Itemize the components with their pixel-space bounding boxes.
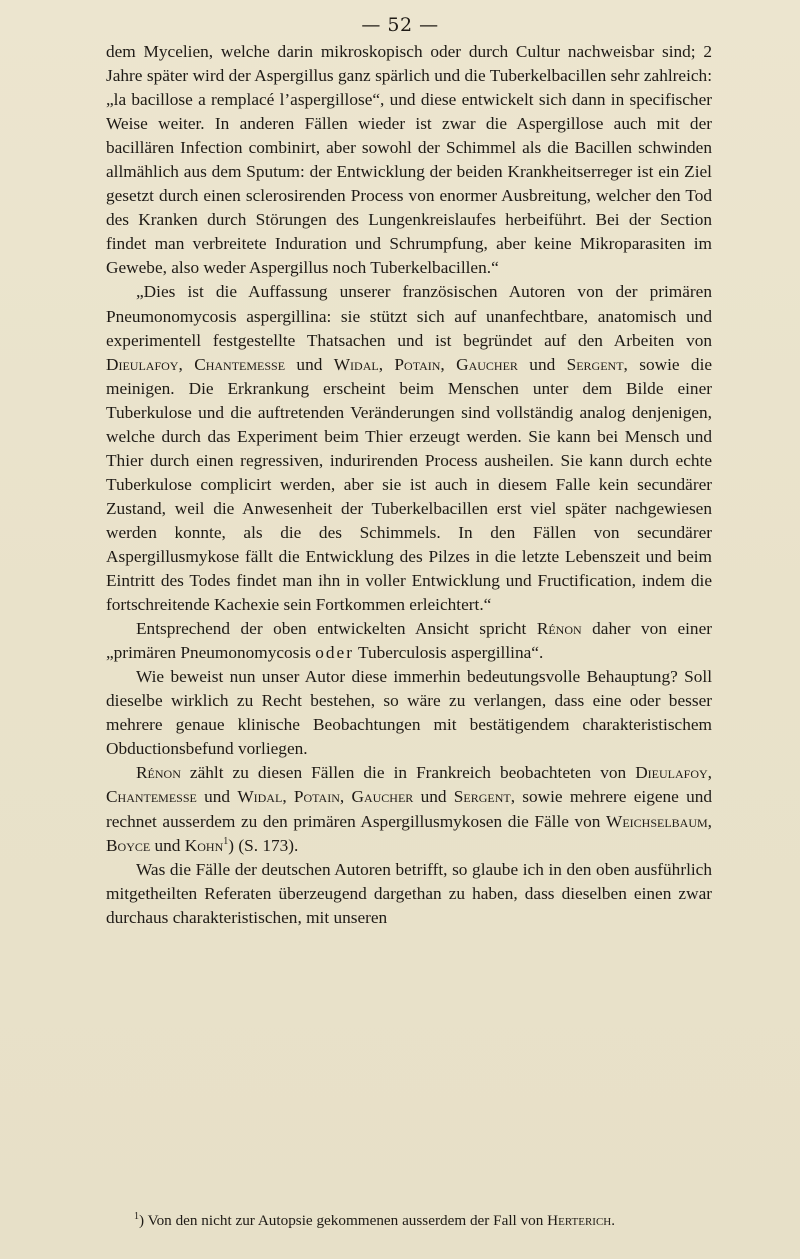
author-name: Rénon	[536, 619, 582, 639]
text-run: ,	[339, 787, 352, 807]
author-name: Sergent	[453, 787, 511, 807]
text-run: und	[150, 835, 185, 855]
footnote	[106, 1210, 712, 1232]
author-name: Kohn	[184, 835, 224, 855]
text-run: ) Von den nicht zur Autopsie gekommenen ausserdem der Fall von	[139, 1212, 548, 1229]
author-name: Chantemesse	[194, 354, 286, 374]
page-number: — 52 —	[361, 14, 439, 36]
author-name: Dieulafoy	[635, 763, 708, 783]
text-run: ,	[707, 763, 712, 783]
author-name: Sergent	[566, 354, 624, 374]
text-run: ,	[282, 787, 294, 807]
text-run: .	[611, 1212, 616, 1229]
text-run: Was die Fälle der deutschen Autoren betrifft, so glaube ich in den oben ausführlich mitgetheilten Referaten überzeugend dargethan zu haben, dass dieselben einen zwar durchaus charakteristischen, mit unseren	[106, 859, 712, 927]
paragraph	[106, 858, 712, 930]
text-run: dem Mycelien, welche darin mikroskopisch oder durch Cultur nachweisbar sind; 2 Jahre später wird der Aspergillus ganz spärlich und die Tuberkelbacillen sehr zahlreich: „la bacillose a remplacé l’aspergillose“, und diese entwickelt sich dann in specifischer Weise weiter. In anderen Fällen wieder ist zwar die Aspergillose auch mit der bacillären Infection combinirt, aber sowohl der Schimmel als die Bacillen schwinden allmählich aus dem Sputum: der Entwicklung der beiden Krankheitserreger ist ein Ziel gesetzt durch einen sclerosirenden Process von enormer Ausbreitung, welcher den Tod des Kranken durch Störungen des Lungenkreislaufes herbeiführt. Bei der Section findet man verbreitete Induration und Schrumpfung, aber keine Mikroparasiten im Gewebe, also weder Aspergillus noch Tuberkelbacillen.“	[106, 42, 712, 278]
author-name: Gaucher	[351, 787, 414, 807]
author-name: Dieulafoy	[106, 354, 179, 374]
text-run: „Dies ist die Auffassung unserer französischen Autoren von der primären Pneumonomycosis aspergillina: sie stützt sich auf unanfechtbare, anatomisch und experimentell festgestellte Thatsachen und ist begründet auf den Arbeiten von	[106, 282, 712, 350]
author-name: Potain	[394, 354, 441, 374]
text-run: und	[517, 354, 567, 374]
author-name: Herterich	[547, 1212, 612, 1229]
emphasized-text: oder	[315, 643, 354, 663]
footnote-marker: 1	[134, 1210, 139, 1222]
text-run: und	[413, 787, 454, 807]
text-run: und	[285, 354, 334, 374]
text-run: ,	[707, 811, 712, 831]
author-name: Gaucher	[456, 354, 518, 374]
paragraph	[106, 40, 712, 280]
text-run: daher von einer „primären Pneumonomycosis	[106, 619, 712, 663]
author-name: Widal	[333, 354, 379, 374]
paragraph	[106, 617, 712, 665]
author-name: Rénon	[136, 763, 181, 783]
footnote-reference: 1	[223, 835, 229, 847]
author-name: Weichselbaum	[606, 811, 708, 831]
author-name: Potain	[293, 787, 340, 807]
text-run: , sowie die meinigen. Die Erkrankung erscheint beim Menschen unter dem Bilde einer Tuberkulose und die auftretenden Veränderungen sind vollständig analog denjenigen, welche durch das Experiment beim Thier erzeugt werden. Sie kann bei Mensch und Thier durch einen regressiven, indurirenden Process ausheilen. Sie kann durch echte Tuberkulose complicirt werden, aber sie ist auch in diesem Falle kein secundärer Zustand, weil die Anwesenheit der Tuberkelbacillen erst viel später nachgewiesen werden konnte, als die des Schimmels. In den Fällen von secundärer Aspergillusmykose fällt die Entwicklung des Pilzes in die letzte Lebenszeit und beim Eintritt des Todes findet man ihn in voller Entwicklung und Fructification, indem die fortschreitende Kachexie sein Fortkommen erleichtert.“	[106, 354, 713, 615]
paragraph	[106, 665, 712, 761]
text-run: ,	[178, 354, 195, 374]
author-name: Boyce	[106, 835, 151, 855]
author-name: Chantemesse	[106, 787, 197, 807]
text-run: , sowie mehrere eigene und rechnet ausserdem zu den primären Aspergillusmykosen die Fälle von	[106, 787, 713, 831]
author-name: Widal	[237, 787, 283, 807]
text-run: und	[196, 787, 238, 807]
footnote-text	[139, 1212, 615, 1229]
text-run: ,	[440, 354, 457, 374]
paragraph	[106, 280, 712, 617]
text-run: Wie beweist nun unser Autor diese immerhin bedeutungsvolle Behauptung? Soll dieselbe wirklich zu Recht bestehen, so wäre zu verlangen, dass eine oder besser mehrere genaue klinische Beobachtungen mit bestätigendem charakteristischem Obductionsbefund vorliegen.	[106, 667, 712, 759]
text-run: Tuberculosis aspergillina“.	[353, 643, 544, 663]
body-text	[106, 40, 712, 930]
text-run: zählt zu diesen Fällen die in Frankreich beobachteten von	[180, 763, 636, 783]
text-run: Entsprechend der oben entwickelten Ansicht spricht	[136, 619, 537, 639]
text-run: ,	[378, 354, 395, 374]
text-run: ) (S. 173).	[228, 835, 299, 855]
paragraph	[106, 761, 712, 857]
